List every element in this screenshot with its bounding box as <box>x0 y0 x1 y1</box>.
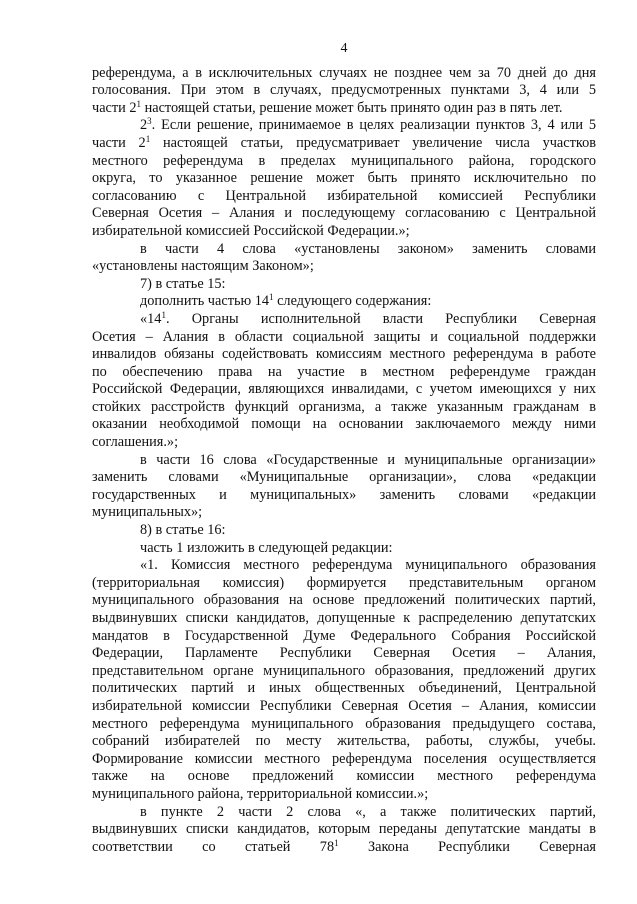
text-line: в части 16 слова «Государственные и муниципальные организации» <box>140 451 596 468</box>
text-line: местного референдума в пределах муниципального района, городского <box>92 152 596 169</box>
text-line: по обеспечению права на участие в местном референдуме граждан <box>92 363 596 380</box>
text-line: Российской Федерации, являющихся инвалидами, с учетом имеющихся у них <box>92 381 596 398</box>
text-line: 8) в статье 16: <box>140 522 226 539</box>
text-line: Формирование комиссии местного референдума поселения осуществляется <box>92 750 596 767</box>
text-line: избирательной комиссией Российской Федерации.»; <box>92 222 410 239</box>
text-line: соответствии со статьей $78^1$ Закона Республики Северная <box>92 837 597 855</box>
text-line: местного референдума муниципального образования предыдущего состава, <box>92 715 596 732</box>
text-line: муниципального образования на основе предложений политических партий, <box>92 592 596 609</box>
text-line: Северная Осетия – Алания и последующему согласованию с Центральной <box>92 205 596 222</box>
text-line: округа, то указанное решение может быть принято исключительно по <box>92 170 596 187</box>
text-line: мандатов в Государственной Думе Федерального Собрания Российской <box>92 627 596 644</box>
text-line: представительном органе муниципального образования, предложений других <box>92 662 596 679</box>
text-line: заменить словами «Муниципальные организации», слова «редакции <box>92 469 596 486</box>
text-line: выдвинувших списки кандидатов, допущенные к распределению депутатских <box>92 610 596 626</box>
text-line: выдвинувших списки кандидатов, которым переданы депутатские мандаты в <box>92 821 596 838</box>
text-line: Осетия – Алания в области социальной защиты и социальной поддержки <box>92 328 596 345</box>
text-line: части $2^1$ настоящей статьи, предусматривает увеличение числа участков <box>92 133 596 151</box>
page-number: 4 <box>340 41 348 56</box>
text-line: стойких расстройств функций организма, а также указанным гражданам в <box>92 398 596 415</box>
text-line: Федерации, Парламенте Республики Северная Осетия – Алания, <box>92 645 596 662</box>
text-line: муниципального района, территориальной комиссии.»; <box>92 785 429 802</box>
text-line: также на основе предложений комиссии местного референдума <box>92 768 596 785</box>
text-line: часть 1 изложить в следующей редакции: <box>140 539 393 556</box>
text-line: согласованию с Центральной избирательной комиссией Республики <box>92 187 596 204</box>
text-line: оказании необходимой помощи на основании заключаемого между ними <box>92 416 596 433</box>
text-line: (территориальная комиссия) формируется представительным органом <box>92 574 596 591</box>
text-line: политических партий и иных общественных объединений, Центральной <box>92 680 596 697</box>
text-line: муниципальных»; <box>92 504 203 521</box>
text-line: государственных и муниципальных» заменить словами «редакции <box>92 486 596 503</box>
text-line: в части 4 слова «установлены законом» заменить словами <box>140 240 596 257</box>
text-line: $2^3$. Если решение, принимаемое в целях реализации пунктов 3, 4 или 5 <box>140 116 596 134</box>
text-line: референдума, а в исключительных случаях не позднее чем за 70 дней до дня <box>92 64 596 81</box>
text-line: инвалидов обязаны содействовать комиссиям местного референдума в работе <box>92 346 596 363</box>
text-line: собраний избирателей по месту жительства, работы, службы, учебы. <box>92 733 596 750</box>
text-line: «установлены настоящим Законом»; <box>92 258 314 275</box>
text-line: в пункте 2 части 2 слова «, а также политических партий, <box>140 803 596 820</box>
text-line: «1. Комиссия местного референдума муниципального образования <box>140 557 596 574</box>
document-page <box>92 40 596 856</box>
text-line: соглашения.»; <box>92 434 179 451</box>
text-line: избирательной комиссии Республики Северная Осетия – Алания, комиссии <box>92 697 596 714</box>
document-body <box>92 65 596 857</box>
text-line: голосования. При этом в случаях, предусмотренных пунктами 3, 4 или 5 <box>92 82 596 99</box>
text-line: «$14^1$. Органы исполнительной власти Республики Северная <box>140 309 596 327</box>
text-line: 7) в статье 15: <box>140 275 226 292</box>
text-line: дополнить частью $14^1$ следующего содержания: <box>140 292 432 310</box>
text-line: части $2^1$ настоящей статьи, решение может быть принято один раз в пять лет. <box>92 98 563 116</box>
